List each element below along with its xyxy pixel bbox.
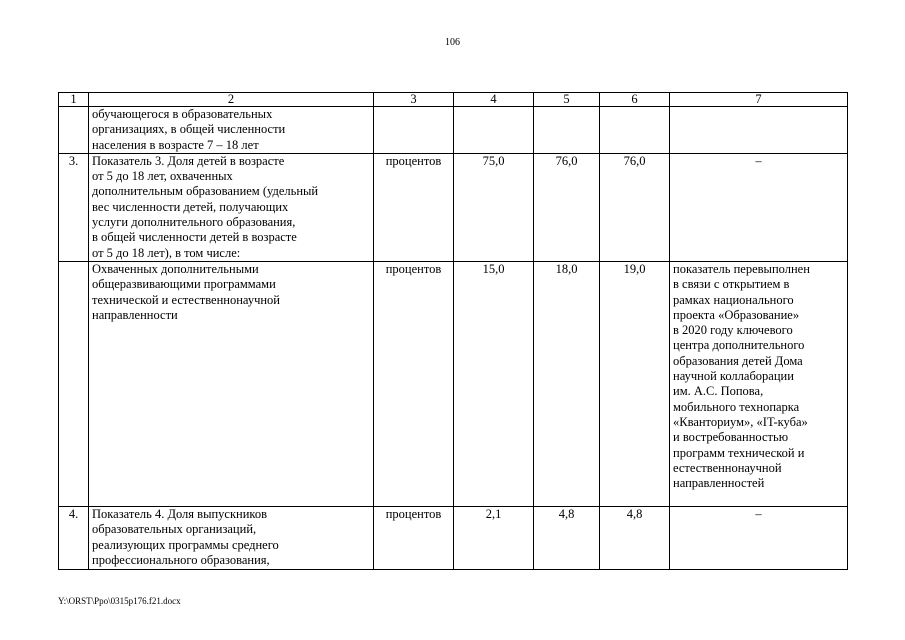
value-cell: 76,0 xyxy=(600,153,670,261)
note-line: «Кванториум», «IT-куба» xyxy=(673,414,808,429)
table-row xyxy=(59,261,848,506)
indicator-line: общеразвивающими программами xyxy=(92,277,276,292)
value-cell: 4,8 xyxy=(534,506,600,569)
note-line: проекта «Образование» xyxy=(673,307,800,322)
table-row xyxy=(59,153,848,261)
note-line: – xyxy=(755,506,762,521)
note-line: центра дополнительного xyxy=(673,338,805,353)
indicator-line: направленности xyxy=(92,307,178,322)
column-number-row xyxy=(59,93,848,107)
note-line: и востребованностью xyxy=(673,430,789,445)
indicator-line: в общей численности детей в возрасте xyxy=(92,230,297,245)
indicator-line: Охваченных дополнительными xyxy=(92,261,259,276)
unit-cell: процентов xyxy=(374,261,454,506)
page-number: 106 xyxy=(445,37,460,48)
note-line: в 2020 году ключевого xyxy=(673,323,793,338)
note-line: естественнонаучной xyxy=(673,460,782,475)
row-number-cell xyxy=(59,107,89,154)
note-line: – xyxy=(755,153,762,168)
note-line: научной коллаборации xyxy=(673,369,794,384)
indicator-table xyxy=(58,92,848,570)
value-cell: 15,0 xyxy=(454,261,534,506)
indicator-line: организациях, в общей численности xyxy=(92,122,286,137)
unit-cell xyxy=(374,107,454,154)
unit-cell: процентов xyxy=(374,153,454,261)
value-cell: 76,0 xyxy=(534,153,600,261)
column-header: 3 xyxy=(374,93,454,107)
indicator-line: реализующих программы среднего xyxy=(92,537,279,552)
indicator-line: услуги дополнительного образования, xyxy=(92,215,296,230)
column-header: 6 xyxy=(600,93,670,107)
indicator-line: населения в возрасте 7 – 18 лет xyxy=(92,137,259,152)
table-row xyxy=(59,107,848,154)
indicator-name-cell xyxy=(89,153,374,261)
note-line: направленностей xyxy=(673,476,765,491)
note-cell xyxy=(670,261,848,506)
note-line: мобильного технопарка xyxy=(673,399,800,414)
note-line: образования детей Дома xyxy=(673,353,803,368)
value-cell xyxy=(534,107,600,154)
column-header: 7 xyxy=(670,93,848,107)
file-path-footer: Y:\ORST\Ppo\0315p176.f21.docx xyxy=(58,596,181,606)
column-header: 5 xyxy=(534,93,600,107)
value-cell: 19,0 xyxy=(600,261,670,506)
note-line: в связи с открытием в xyxy=(673,277,790,292)
indicator-line: обучающегося в образовательных xyxy=(92,107,273,121)
note-line: программ технической и xyxy=(673,445,805,460)
indicator-line: вес численности детей, получающих xyxy=(92,199,289,214)
indicator-name-cell xyxy=(89,506,374,569)
value-cell: 4,8 xyxy=(600,506,670,569)
row-number-cell xyxy=(59,261,89,506)
indicator-line: технической и естественнонаучной xyxy=(92,292,281,307)
indicator-line: образовательных организаций, xyxy=(92,522,257,537)
indicator-name-cell xyxy=(89,107,374,154)
indicator-line: профессионального образования, xyxy=(92,552,270,567)
value-cell xyxy=(454,107,534,154)
column-header: 2 xyxy=(89,93,374,107)
indicator-line: от 5 до 18 лет, охваченных xyxy=(92,169,233,184)
note-line: показатель перевыполнен xyxy=(673,261,810,276)
indicator-line: Показатель 3. Доля детей в возрасте xyxy=(92,153,285,168)
column-header: 1 xyxy=(59,93,89,107)
value-cell: 18,0 xyxy=(534,261,600,506)
indicator-line: от 5 до 18 лет), в том числе: xyxy=(92,245,241,260)
table-row xyxy=(59,506,848,569)
value-cell: 75,0 xyxy=(454,153,534,261)
note-cell xyxy=(670,153,848,261)
row-number-cell: 3. xyxy=(59,153,89,261)
column-header: 4 xyxy=(454,93,534,107)
unit-cell: процентов xyxy=(374,506,454,569)
note-line: рамках национального xyxy=(673,292,794,307)
note-cell xyxy=(670,107,848,154)
value-cell xyxy=(600,107,670,154)
note-cell xyxy=(670,506,848,569)
note-line: им. А.С. Попова, xyxy=(673,384,764,399)
indicator-line: Показатель 4. Доля выпускников xyxy=(92,506,267,521)
row-number-cell: 4. xyxy=(59,506,89,569)
indicator-line: дополнительным образованием (удельный xyxy=(92,184,319,199)
indicator-name-cell xyxy=(89,261,374,506)
value-cell: 2,1 xyxy=(454,506,534,569)
